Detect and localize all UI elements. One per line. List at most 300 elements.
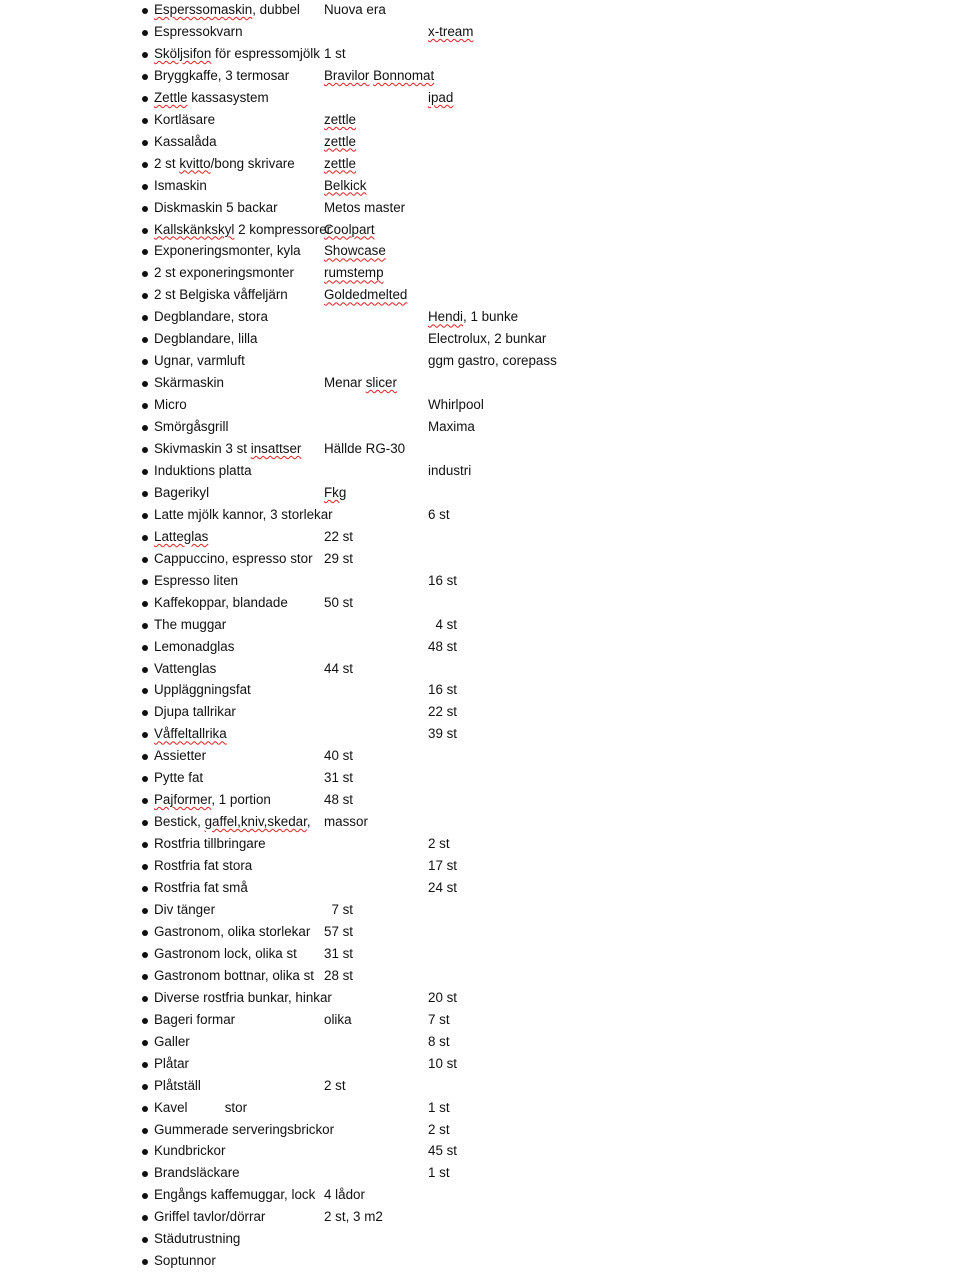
- item-extra: [428, 638, 457, 656]
- text-segment: Diverse rostfria bunkar, hinkar: [154, 989, 332, 1005]
- text-segment: Vattenglas: [154, 660, 217, 676]
- bullet-icon: [142, 491, 148, 497]
- list-item: [0, 1230, 960, 1252]
- list-item: [0, 1099, 960, 1121]
- list-item: [0, 989, 960, 1011]
- text-segment: 22 st: [428, 704, 458, 720]
- bullet-icon: [142, 710, 148, 716]
- bullet-icon: [142, 886, 148, 892]
- text-segment: Rostfria fat stora: [154, 858, 253, 873]
- bullet-icon: [142, 337, 148, 343]
- item-extra: [428, 330, 546, 348]
- list-item: [0, 242, 960, 264]
- list-item: [0, 1121, 960, 1143]
- item-detail: [324, 264, 384, 282]
- text-segment: 16 st: [428, 572, 458, 588]
- item-name: [154, 681, 251, 699]
- item-name: [154, 703, 236, 721]
- item-name: [154, 901, 215, 919]
- misspelled-word: Kallskänkskyl: [154, 221, 235, 237]
- item-detail: [324, 1, 386, 19]
- bullet-icon: [142, 974, 148, 980]
- item-name: [154, 418, 228, 436]
- bullet-icon: [142, 645, 148, 651]
- item-detail: [324, 155, 356, 173]
- text-segment: /bong skrivare: [210, 155, 295, 171]
- item-name: [154, 155, 295, 173]
- text-segment: olika: [324, 1011, 352, 1027]
- item-name: [154, 594, 288, 612]
- list-item: [0, 1164, 960, 1186]
- item-name: [154, 791, 271, 809]
- text-segment: Exponeringsmonter, kyla: [154, 243, 301, 259]
- item-name: [154, 308, 268, 326]
- item-name: [154, 1142, 225, 1160]
- list-item: [0, 1208, 960, 1230]
- item-name: [154, 923, 310, 941]
- list-item: [0, 440, 960, 462]
- bullet-icon: [142, 930, 148, 936]
- list-item: [0, 923, 960, 945]
- item-name: [154, 528, 208, 546]
- text-segment: ,: [306, 814, 311, 830]
- text-segment: 17 st: [428, 858, 458, 873]
- item-detail: [324, 67, 434, 85]
- bullet-icon: [142, 557, 148, 563]
- item-name: [154, 967, 314, 985]
- item-name: [154, 989, 332, 1007]
- text-segment: 50 st: [324, 594, 354, 610]
- item-name: [154, 1230, 240, 1248]
- text-segment: Degblandare, lilla: [154, 331, 258, 347]
- list-item: [0, 221, 960, 243]
- bullet-icon: [142, 842, 148, 848]
- text-segment: Plåtställ: [154, 1077, 201, 1093]
- list-item: [0, 967, 960, 989]
- text-segment: 7 st: [428, 1011, 450, 1027]
- item-name: [154, 1077, 201, 1095]
- item-name: [154, 199, 278, 217]
- list-item: [0, 352, 960, 374]
- item-extra: [428, 396, 484, 414]
- item-name: [154, 374, 224, 392]
- item-name: [154, 111, 215, 129]
- item-name: [154, 835, 266, 853]
- item-name: [154, 264, 294, 282]
- bullet-icon: [142, 1040, 148, 1046]
- item-extra: [428, 1164, 450, 1182]
- item-extra: [428, 725, 457, 743]
- list-item: [0, 703, 960, 725]
- text-segment: Kavel stor: [154, 1099, 248, 1115]
- misspelled-word: zettle: [324, 111, 357, 127]
- item-name: [154, 352, 245, 370]
- bullet-icon: [142, 1106, 148, 1112]
- bullet-icon: [142, 535, 148, 541]
- bullet-icon: [142, 820, 148, 826]
- item-name: [154, 133, 217, 151]
- text-segment: Djupa tallrikar: [154, 704, 236, 720]
- list-item: [0, 528, 960, 550]
- item-name: [154, 45, 320, 63]
- bullet-icon: [142, 1193, 148, 1199]
- list-item: [0, 791, 960, 813]
- text-segment: Nuova era: [324, 2, 386, 17]
- text-segment: 8 st: [428, 1033, 450, 1049]
- bullet-icon: [142, 469, 148, 475]
- bullet-icon: [142, 184, 148, 190]
- item-extra: [428, 23, 473, 41]
- bullet-icon: [142, 118, 148, 124]
- item-detail: [324, 813, 368, 831]
- item-name: [154, 1121, 334, 1139]
- misspelled-word: Sköljsifon: [154, 45, 212, 61]
- bullet-icon: [142, 403, 148, 409]
- text-segment: ggm gastro, corepass: [428, 353, 557, 369]
- item-extra: [428, 616, 457, 634]
- list-item: [0, 1186, 960, 1208]
- list-item: [0, 1033, 960, 1055]
- text-segment: Kaffekoppar, blandade: [154, 594, 288, 610]
- item-name: [154, 177, 207, 195]
- bullet-icon: [142, 52, 148, 58]
- bullet-icon: [142, 425, 148, 431]
- text-segment: 4 lådor: [324, 1187, 365, 1203]
- list-item: [0, 23, 960, 45]
- bullet-icon: [142, 864, 148, 870]
- text-segment: Latte mjölk kannor, 3 storlekar: [154, 506, 333, 522]
- bullet-icon: [142, 1084, 148, 1090]
- list-item: [0, 133, 960, 155]
- list-item: [0, 396, 960, 418]
- item-name: [154, 747, 206, 765]
- item-name: [154, 813, 311, 831]
- bullet-icon: [142, 1018, 148, 1024]
- bullet-icon: [142, 162, 148, 168]
- text-segment: Gastronom bottnar, olika st: [154, 967, 315, 983]
- text-segment: Maxima: [428, 419, 475, 435]
- item-detail: [324, 221, 375, 239]
- misspelled-word: Belkick: [324, 177, 367, 193]
- item-name: [154, 286, 288, 304]
- list-item: [0, 747, 960, 769]
- text-segment: Assietter: [154, 748, 207, 764]
- text-segment: 2 st: [428, 1121, 450, 1137]
- bullet-icon: [142, 1215, 148, 1221]
- item-name: [154, 23, 243, 41]
- text-segment: 6 st: [428, 506, 450, 522]
- misspelled-word: Esperssomaskin: [154, 2, 253, 17]
- list-item: [0, 638, 960, 660]
- bullet-icon: [142, 623, 148, 629]
- item-name: [154, 242, 301, 260]
- item-extra: [428, 572, 457, 590]
- item-detail: [324, 901, 353, 919]
- item-name: [154, 221, 331, 239]
- text-segment: Induktions platta: [154, 462, 252, 478]
- misspelled-word: Bravilor: [324, 67, 370, 83]
- list-item: [0, 1, 960, 23]
- item-detail: [324, 791, 353, 809]
- item-extra: [428, 1011, 450, 1029]
- text-segment: Uppläggningsfat: [154, 682, 251, 698]
- item-detail: [324, 484, 346, 502]
- item-extra: [428, 857, 457, 875]
- misspelled-word: Hendi: [428, 309, 463, 325]
- list-item: [0, 857, 960, 879]
- bullet-icon: [142, 908, 148, 914]
- text-segment: 44 st: [324, 660, 354, 676]
- text-segment: Rostfria tillbringare: [154, 836, 266, 852]
- list-item: [0, 616, 960, 638]
- text-segment: , dubbel: [252, 2, 300, 17]
- text-segment: 2 st: [324, 1077, 346, 1093]
- text-segment: Bestick,: [154, 814, 205, 830]
- text-segment: Div tänger: [154, 901, 216, 917]
- item-name: [154, 660, 216, 678]
- bullet-icon: [142, 293, 148, 299]
- text-segment: Brandsläckare: [154, 1165, 240, 1181]
- item-detail: [324, 111, 356, 129]
- bullet-icon: [142, 1128, 148, 1134]
- misspelled-word: rumstemp: [324, 265, 384, 281]
- bullet-icon: [142, 447, 148, 453]
- bullet-icon: [142, 732, 148, 738]
- text-segment: Griffel tavlor/dörrar: [154, 1209, 266, 1225]
- text-segment: Ismaskin: [154, 177, 207, 193]
- text-segment: 2 kompressorer: [234, 221, 332, 237]
- text-segment: 7 st: [324, 901, 354, 917]
- item-detail: [324, 594, 353, 612]
- list-item: [0, 330, 960, 352]
- text-segment: Gastronom, olika storlekar: [154, 923, 311, 939]
- text-segment: Skärmaskin: [154, 375, 224, 391]
- bullet-icon: [142, 8, 148, 14]
- text-segment: 1 st: [428, 1165, 450, 1181]
- list-item: [0, 67, 960, 89]
- bullet-icon: [142, 1237, 148, 1243]
- item-name: [154, 769, 203, 787]
- text-segment: för espressomjölk: [211, 45, 320, 61]
- item-name: [154, 879, 248, 897]
- item-extra: [428, 681, 457, 699]
- list-item: [0, 89, 960, 111]
- list-item: [0, 1142, 960, 1164]
- item-detail: [324, 286, 407, 304]
- list-item: [0, 660, 960, 682]
- text-segment: Plåtar: [154, 1055, 189, 1071]
- misspelled-word: x-tream: [428, 23, 474, 39]
- list-item: [0, 1077, 960, 1099]
- list-item: [0, 177, 960, 199]
- bullet-icon: [142, 513, 148, 519]
- item-detail: [324, 967, 353, 985]
- bullet-icon: [142, 754, 148, 760]
- text-segment: Städutrustning: [154, 1231, 241, 1247]
- list-item: [0, 199, 960, 221]
- item-name: [154, 1186, 315, 1204]
- item-name: [154, 462, 252, 480]
- list-item: [0, 725, 960, 747]
- list-item: [0, 945, 960, 967]
- text-segment: 39 st: [428, 726, 458, 742]
- text-segment: Galler: [154, 1033, 190, 1049]
- item-name: [154, 506, 333, 524]
- text-segment: Engångs kaffemuggar, lock: [154, 1187, 316, 1203]
- item-detail: [324, 528, 353, 546]
- item-extra: [428, 1033, 450, 1051]
- item-detail: [324, 1208, 383, 1226]
- misspelled-word: Våffeltallrika: [154, 726, 227, 742]
- text-segment: Electrolux, 2 bunkar: [428, 331, 547, 347]
- text-segment: Hällde RG-30: [324, 441, 406, 456]
- bullet-icon: [142, 1259, 148, 1265]
- item-extra: [428, 703, 457, 721]
- bullet-icon: [142, 96, 148, 102]
- list-item: [0, 879, 960, 901]
- item-extra: [428, 418, 475, 436]
- list-item: [0, 308, 960, 330]
- list-item: [0, 286, 960, 308]
- bullet-icon: [142, 798, 148, 804]
- item-name: [154, 638, 234, 656]
- item-name: [154, 89, 269, 107]
- text-segment: Diskmaskin 5 backar: [154, 199, 278, 215]
- item-detail: [324, 923, 353, 941]
- misspelled-word: Showcase: [324, 243, 386, 259]
- item-detail: [324, 550, 353, 568]
- item-detail: [324, 45, 346, 63]
- item-name: [154, 945, 297, 963]
- text-segment: 22 st: [324, 528, 354, 544]
- text-segment: 20 st: [428, 989, 458, 1005]
- misspelled-word: Coolpart: [324, 221, 375, 237]
- text-segment: 31 st: [324, 770, 354, 786]
- text-segment: Espressokvarn: [154, 23, 243, 39]
- text-segment: Pytte fat: [154, 770, 204, 786]
- misspelled-word: ipad: [428, 89, 454, 105]
- item-detail: [324, 177, 366, 195]
- item-name: [154, 484, 209, 502]
- misspelled-word: zettle: [324, 155, 357, 171]
- bullet-icon: [142, 996, 148, 1002]
- text-segment: Bagerikyl: [154, 484, 210, 500]
- item-detail: [324, 374, 397, 392]
- text-segment: , 1 bunke: [463, 309, 519, 325]
- list-item: [0, 462, 960, 484]
- list-item: [0, 1252, 960, 1274]
- text-segment: Bageri formar: [154, 1011, 236, 1027]
- bullet-icon: [142, 381, 148, 387]
- item-detail: [324, 769, 353, 787]
- list-item: [0, 550, 960, 572]
- item-extra: [428, 308, 518, 326]
- bullet-icon: [142, 271, 148, 277]
- bullet-icon: [142, 1171, 148, 1177]
- list-item: [0, 572, 960, 594]
- misspelled-word: Latteglas: [154, 528, 209, 544]
- item-name: [154, 725, 227, 743]
- text-segment: Cappuccino, espresso stor: [154, 550, 313, 566]
- item-detail: [324, 199, 405, 217]
- text-segment: Gastronom lock, olika st: [154, 945, 297, 961]
- item-detail: [324, 440, 405, 458]
- item-name: [154, 1, 300, 19]
- item-name: [154, 67, 289, 85]
- text-segment: , 1 portion: [211, 792, 271, 808]
- item-name: [154, 440, 301, 458]
- item-extra: [428, 989, 457, 1007]
- bullet-icon: [142, 1149, 148, 1155]
- text-segment: Micro: [154, 397, 187, 413]
- text-segment: Soptunnor: [154, 1253, 216, 1269]
- list-item: [0, 1055, 960, 1077]
- misspelled-word: Fkg: [324, 484, 347, 500]
- misspelled-word: gaffel,kniv,skedar: [204, 814, 307, 830]
- item-extra: [428, 352, 557, 370]
- list-item: [0, 1011, 960, 1033]
- text-segment: Bryggkaffe, 3 termosar: [154, 67, 290, 83]
- list-item: [0, 111, 960, 133]
- list-item: [0, 681, 960, 703]
- bullet-icon: [142, 952, 148, 958]
- misspelled-word: Zettle: [154, 89, 188, 105]
- text-segment: 2 st: [428, 836, 450, 852]
- item-extra: [428, 506, 450, 524]
- bullet-icon: [142, 249, 148, 255]
- text-segment: 24 st: [428, 880, 458, 895]
- text-segment: 48 st: [428, 638, 458, 654]
- list-item: [0, 484, 960, 506]
- item-name: [154, 616, 226, 634]
- text-segment: Kassalåda: [154, 133, 217, 149]
- text-segment: 31 st: [324, 945, 354, 961]
- item-detail: [324, 1186, 365, 1204]
- text-segment: 10 st: [428, 1055, 458, 1071]
- misspelled-word: Goldedmelted: [324, 287, 408, 303]
- bullet-icon: [142, 579, 148, 585]
- text-segment: Gummerade serveringsbrickor: [154, 1121, 335, 1137]
- text-segment: massor: [324, 814, 368, 830]
- item-name: [154, 1011, 235, 1029]
- item-name: [154, 857, 252, 875]
- text-segment: Degblandare, stora: [154, 309, 268, 325]
- misspelled-word: zettle: [324, 133, 357, 149]
- item-name: [154, 572, 238, 590]
- item-detail: [324, 1011, 352, 1029]
- text-segment: Ugnar, varmluft: [154, 353, 245, 369]
- item-extra: [428, 89, 453, 107]
- item-name: [154, 1055, 189, 1073]
- bullet-icon: [142, 359, 148, 365]
- item-name: [154, 1099, 247, 1117]
- text-segment: Whirlpool: [428, 397, 484, 413]
- item-extra: [428, 835, 450, 853]
- text-segment: 1 st: [428, 1099, 450, 1115]
- text-segment: 57 st: [324, 923, 354, 939]
- item-name: [154, 396, 187, 414]
- item-extra: [428, 1121, 450, 1139]
- bullet-icon: [142, 228, 148, 234]
- text-segment: 2 st, 3 m2: [324, 1209, 383, 1225]
- misspelled-word: kvitto: [179, 155, 211, 171]
- text-segment: Kortläsare: [154, 111, 216, 127]
- misspelled-word: slicer: [365, 375, 397, 391]
- text-segment: Kundbrickor: [154, 1143, 226, 1159]
- item-detail: [324, 133, 356, 151]
- item-extra: [428, 1099, 450, 1117]
- text-segment: industri: [428, 462, 472, 478]
